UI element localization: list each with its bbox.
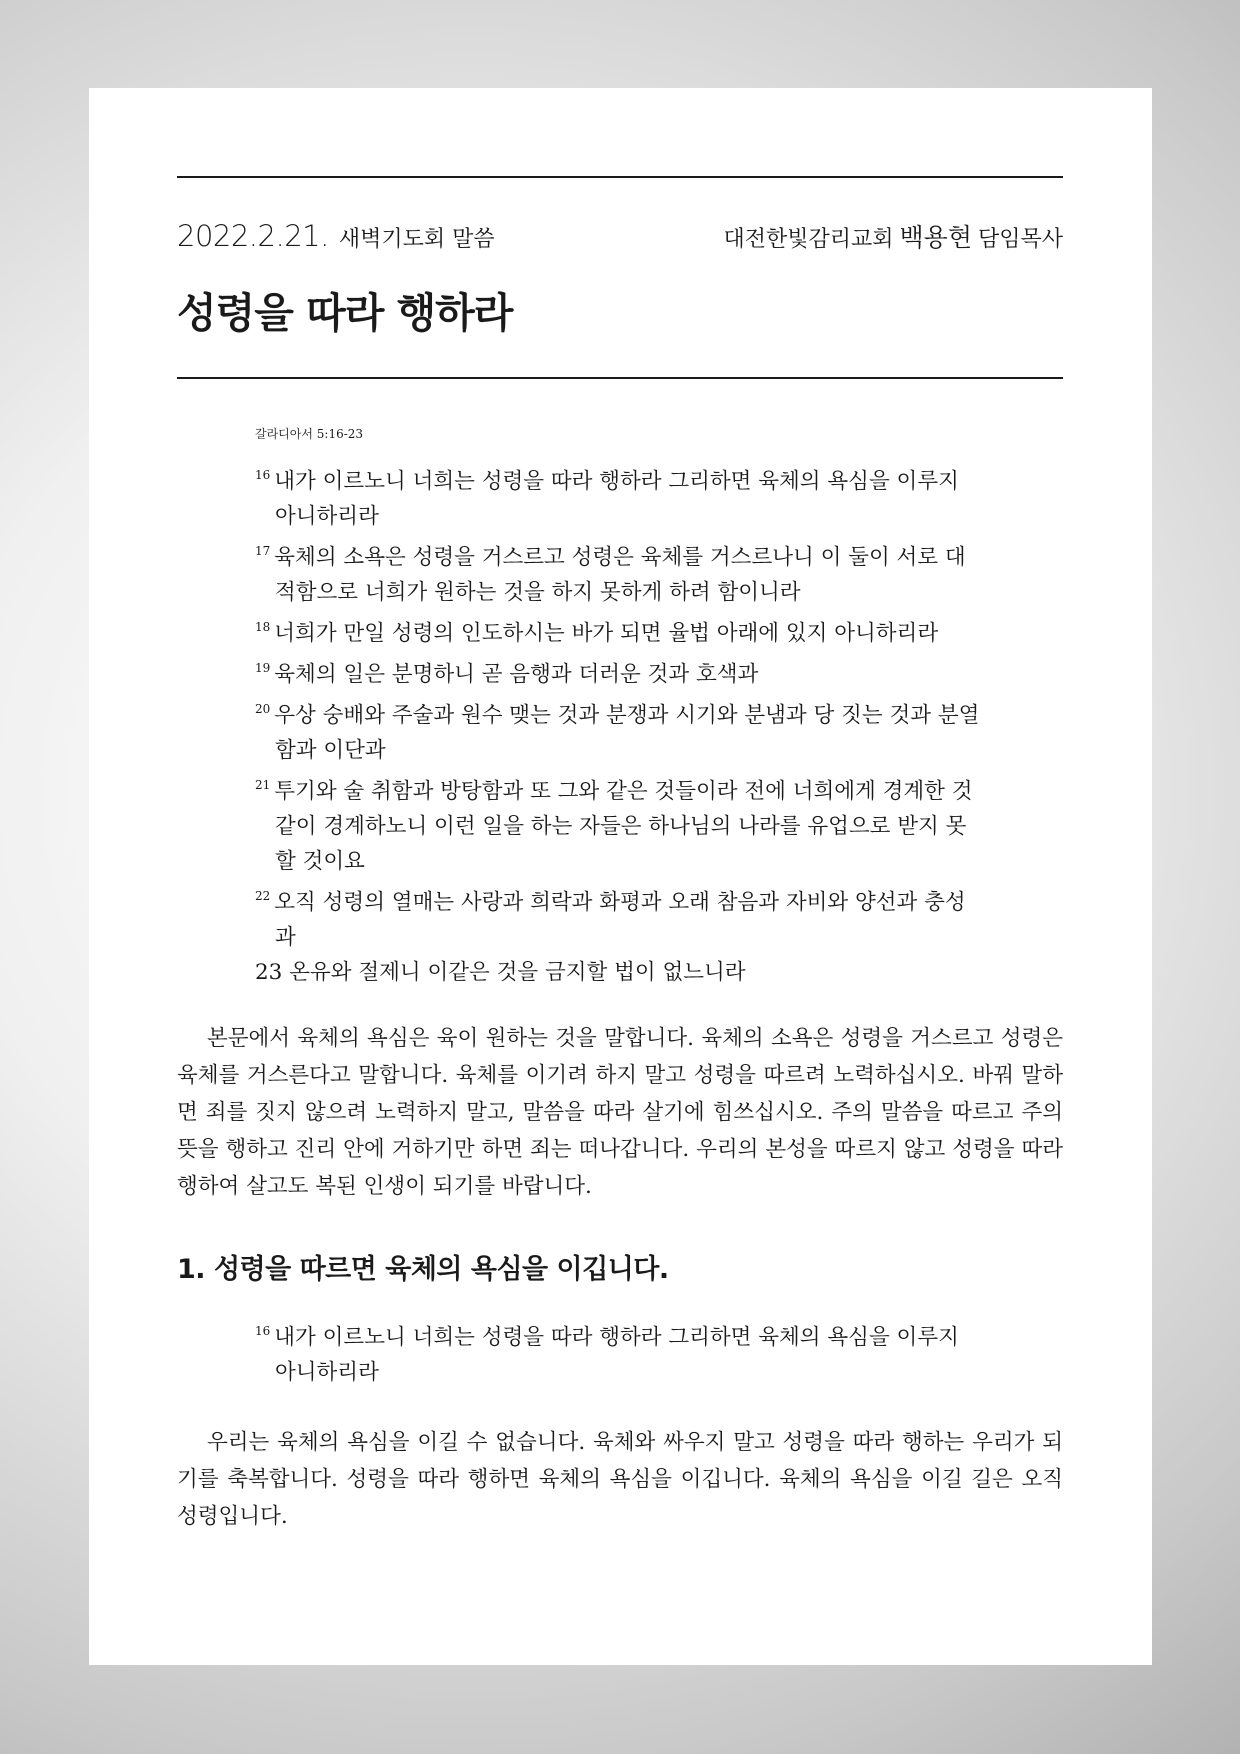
scripture-reference: 갈라디아서 5:16-23 xyxy=(255,427,364,441)
verse-text: 오직 성령의 열매는 사랑과 희락과 화평과 오래 참음과 자비와 양선과 충성과 xyxy=(274,890,966,950)
header-row xyxy=(177,218,1063,254)
header-left xyxy=(177,219,495,253)
section-paragraph: 우리는 육체의 욕심을 이길 수 없습니다. 육체와 싸우지 말고 성령을 따라 행하는 우리가 되기를 축복합니다. 성령을 따라 행하면 육체의 욕심을 이깁니다. 육체의 욕심을 이길 길은 오직 성령입니다. xyxy=(177,1430,1063,1529)
verse-number: 16 xyxy=(255,468,271,482)
verse-text: 너희가 만일 성령의 인도하시는 바가 되면 율법 아래에 있지 아니하리라 xyxy=(274,621,939,646)
verse xyxy=(255,534,985,610)
sermon-date: 2022.2.21. xyxy=(177,219,329,253)
intro-paragraph: 본문에서 육체의 욕심은 육이 원하는 것을 말합니다. 육체의 소욕은 성령을 거스르고 성령은 육체를 거스른다고 말합니다. 육체를 이기려 하지 말고 성령을 따르려 노력하십시오. 바꿔 말하면 죄를 짓지 않으려 노력하지 말고, 말씀을 따라 살기에 힘쓰십시오. 주의 말씀을 따르고 주의 뜻을 행하고 진리 안에 거하기만 하면 죄는 떠나갑니다. 우리의 본성을 따르지 않고 성령을 따라 행하여 살고도 복된 인생이 되기를 바랍니다. xyxy=(177,1026,1063,1199)
verse-text: 내가 이르노니 너희는 성령을 따라 행하라 그리하면 육체의 욕심을 이루지 아니하리라 xyxy=(274,469,959,529)
verse-number: 16 xyxy=(255,1324,271,1338)
verse-text: 내가 이르노니 너희는 성령을 따라 행하라 그리하면 육체의 욕심을 이루지 아니하리라 xyxy=(274,1325,959,1385)
top-rule xyxy=(177,176,1063,178)
sermon-title: 성령을 따라 행하라 xyxy=(177,289,513,337)
verse-text: 투기와 술 취함과 방탕함과 또 그와 같은 것들이라 전에 너희에게 경계한 것 같이 경계하노니 이런 일을 하는 자들은 하나님의 나라를 유업으로 받지 못할 것이요 xyxy=(274,779,973,874)
verse-text: 우상 숭배와 주술과 원수 맺는 것과 분쟁과 시기와 분냄과 당 짓는 것과 분열함과 이단과 xyxy=(274,703,980,763)
page-content xyxy=(177,176,1063,1535)
verse-number: 17 xyxy=(255,544,271,558)
service-name: 새벽기도회 말씀 xyxy=(338,227,495,252)
verse xyxy=(255,692,985,768)
verse-number: 21 xyxy=(255,778,271,792)
verse xyxy=(255,651,985,692)
verse xyxy=(255,768,985,879)
section-scripture xyxy=(255,1314,985,1390)
verse-text: 육체의 일은 분명하니 곧 음행과 더러운 것과 호색과 xyxy=(274,662,759,687)
scripture-passage xyxy=(255,425,985,990)
document-page xyxy=(89,88,1152,1665)
pastor-name: 백용현 xyxy=(899,223,972,252)
verse xyxy=(255,458,985,534)
verse xyxy=(255,1314,985,1390)
verse-text: 육체의 소욕은 성령을 거스르고 성령은 육체를 거스르나니 이 둘이 서로 대적함으로 너희가 원하는 것을 하지 못하게 하려 함이니라 xyxy=(274,545,966,605)
verse xyxy=(255,879,985,955)
section-heading: 1. 성령을 따르면 육체의 욕심을 이깁니다. xyxy=(177,1254,669,1285)
title-rule xyxy=(177,377,1063,379)
verse-last: 23 온유와 절제니 이같은 것을 금지할 법이 없느니라 xyxy=(255,960,746,985)
verse-number: 19 xyxy=(255,661,271,675)
header-right xyxy=(724,218,1064,254)
church-name: 대전한빛감리교회 xyxy=(723,227,894,252)
verse-number: 18 xyxy=(255,620,271,634)
verse xyxy=(255,610,985,651)
verse-number: 22 xyxy=(255,889,271,903)
verse-number: 20 xyxy=(255,702,271,716)
pastor-role: 담임목사 xyxy=(977,227,1063,252)
